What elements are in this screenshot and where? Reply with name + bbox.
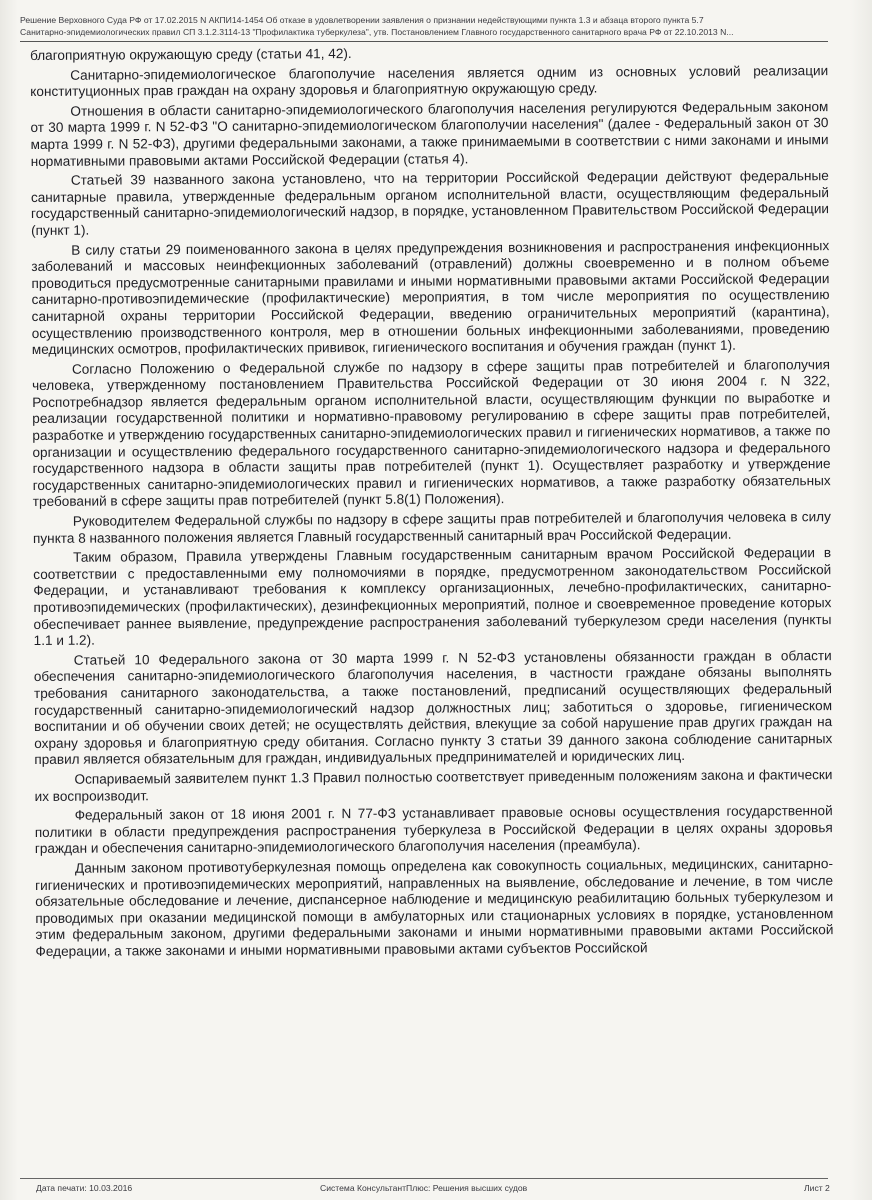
paragraph: Статьей 39 названного закона установлено, что на территории Российской Федерации действуют федеральные санитарные правила, утвержденные федеральным органом исполнительной власти, осуществляющим федеральный государственный санитарно-эпидемиологический надзор, в порядке, установленном Правительством Российской Федерации (пункт 1). bbox=[30, 168, 830, 238]
document-header bbox=[20, 14, 820, 38]
paragraph: Санитарно-эпидемиологическое благополучие населения является одним из основных условий реализации конституционных прав граждан на охрану здоровья и благоприятную окружающую среду. bbox=[30, 62, 829, 100]
footer-source: Система КонсультантПлюс: Решения высших судов bbox=[320, 1183, 528, 1193]
paragraph: Отношения в области санитарно-эпидемиологического благополучия населения регулируются Федеральным законом от 30 марта 1999 г. N 52-ФЗ "О санитарно-эпидемиологическом благополучии населения" (далее - Федеральный закон от 30 марта 1999 г. N 52-ФЗ), другими федеральными законами, а также принимаемыми в соответствии с ними законами и иными нормативными правовыми актами Российской Федерации (статья 4). bbox=[30, 98, 829, 169]
paragraph: Статьей 10 Федерального закона от 30 марта 1999 г. N 52-ФЗ установлены обязанности граждан в области обеспечения санитарно-эпидемиологического благополучия населения, в частности граждане обязаны выполнять требования санитарного законодательства, а также постановлений, предписаний осуществляющих федеральный государственный санитарно-эпидемиологический надзор должностных лиц; заботиться о здоровье, гигиеническом воспитании и об обучении своих детей; не осуществлять действия, влекущие за собой нарушение прав других граждан на охрану здоровья и благоприятную среду обитания. Согласно пункту 3 статьи 39 данного закона соблюдение санитарных правил является обязательным для граждан, индивидуальных предпринимателей и юридических лиц. bbox=[33, 647, 833, 768]
paragraph: В силу статьи 29 поименованного закона в целях предупреждения возникновения и распространения инфекционных заболеваний и массовых неинфекционных заболеваний (отравлений) должны своевременно и в полном объеме проводиться предусмотренные санитарными правилами и иными нормативными правовыми актами Российской Федерации санитарно-противоэпидемические (профилактические) мероприятия, в том числе мероприятия по осуществлению санитарной охраны территории Российской Федерации, введению ограничительных мероприятий (карантина), осуществлению производственного контроля, мер в отношении больных инфекционными заболеваниями, проведению медицинских осмотров, профилактических прививок, гигиенического воспитания и обучения граждан (пункт 1). bbox=[31, 237, 830, 358]
header-divider bbox=[20, 41, 828, 42]
paragraph: Руководителем Федеральной службы по надзору в сфере защиты прав потребителей и благополучия человека в силу пункта 8 названного положения является Главный государственный санитарный врач Российской Федерации. bbox=[32, 509, 831, 546]
footer-divider bbox=[20, 1178, 828, 1179]
paragraph: Согласно Положению о Федеральной службе по надзору в сфере защиты прав потребителей и благополучия человека, утвержденному постановлением Правительства Российской Федерации от 30 июня 2004 г. N 322, Роспотребнадзор является федеральным органом исполнительной власти, осуществляющим функции по выработке и реализации государственной политики и нормативно-правовому регулированию в сфере защиты прав потребителей, разработке и утверждению государственных санитарно-эпидемиологических правил и гигиенических нормативов, а также по организации и осуществлению федерального государственного санитарно-эпидемиологического надзора и федерального государственного надзора в области защиты прав потребителей (пункт 1). Осуществляет разработку и утверждение государственных санитарно-эпидемиологических правил и гигиенических нормативов, а также разработку обязательных требований в сфере защиты прав потребителей (пункт 5.8(1) Положения). bbox=[32, 356, 831, 510]
document-body bbox=[30, 43, 834, 960]
paragraph: благоприятную окружающую среду (статьи 41, 42). bbox=[30, 46, 352, 63]
header-line-2: Санитарно-эпидемиологических правил СП 3.1.2.3114-13 "Профилактика туберкулеза", утв. Постановлением Главного государственного санитарного врача РФ от 22.10.2013 N... bbox=[20, 27, 734, 37]
print-date: Дата печати: 10.03.2016 bbox=[36, 1183, 133, 1193]
paragraph: Данным законом противотуберкулезная помощь определена как совокупность социальных, медицинских, санитарно-гигиенических и противоэпидемических мероприятий, направленных на выявление, обследование и лечение, в том числе обязательные обследование и лечение, диспансерное наблюдение и медицинскую реабилитацию больных туберкулезом и проводимых при оказании медицинской помощи в амбулаторных или стационарных условиях в порядке, установленном этим федеральным законом, другими федеральными законами и иными нормативными правовыми актами Российской Федерации, а также законами и иными нормативными правовыми актами субъектов Российской bbox=[35, 856, 834, 959]
header-line-1: Решение Верховного Суда РФ от 17.02.2015 N АКПИ14-1454 Об отказе в удовлетворении заявления о признании недействующими пункта 1.3 и абзаца второго пункта 5.7 bbox=[20, 15, 704, 25]
page-number: Лист 2 bbox=[804, 1183, 830, 1193]
paragraph: Федеральный закон от 18 июня 2001 г. N 77-ФЗ устанавливает правовые основы осуществления государственной политики в области предупреждения распространения туберкулеза в Российской Федерации в целях охраны здоровья граждан и обеспечения санитарно-эпидемиологического благополучия населения (преамбула). bbox=[34, 803, 833, 857]
paragraph: Оспариваемый заявителем пункт 1.3 Правил полностью соответствует приведенным положениям закона и фактически их воспроизводит. bbox=[34, 767, 833, 804]
paragraph: Таким образом, Правила утверждены Главным государственным санитарным врачом Российской Федерации в соответствии с предоставленными ему полномочиями в порядке, предусмотренном законодательством Российской Федерации, и устанавливают требования к комплексу организационных, лечебно-профилактических, санитарно-противоэпидемических (профилактических), дезинфекционных мероприятий, полное и своевременное проведение которых обеспечивает раннее выявление, предупреждение распространения заболеваний туберкулезом среди населения (пункты 1.1 и 1.2). bbox=[33, 545, 832, 649]
